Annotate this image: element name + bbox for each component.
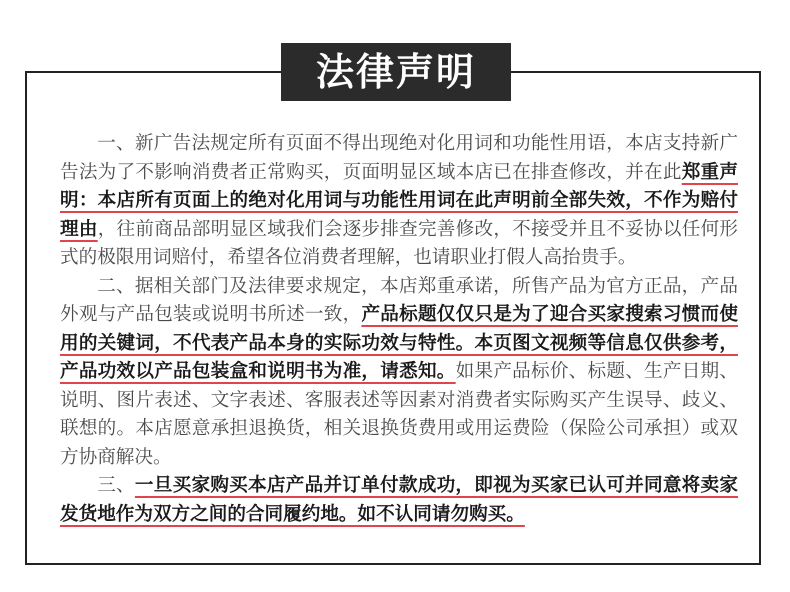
paragraph-3-highlight: 一旦买家购买本店产品并订单付款成功，即视为买家已认可并同意将卖家发货地作为双方之间的合同履约地。如不认同请勿购买。 xyxy=(60,475,738,525)
paragraph-1-tail: ，往前商品部明显区域我们会逐步排查完善修改，不接受并且不妥协以任何形式的极限用词赔付，希望各位消费者理解，也请职业打假人高抬贵手。 xyxy=(60,218,738,268)
notice-body xyxy=(60,130,738,529)
paragraph-1-text: 一、新广告法规定所有页面不得出现绝对化用词和功能性用语，本店支持新广告法为了不影响消费者正常购买，页面明显区域本店已在排查修改，并在此 xyxy=(60,133,738,183)
paragraph-1-highlight: 郑重声明：本店所有页面上的绝对化用词与功能性用词在此声明前全部失效，不作为赔付理由 xyxy=(60,161,738,240)
paragraph-1 xyxy=(60,130,738,273)
paragraph-2-text: 二、据相关部门及法律要求规定，本店郑重承诺，所售产品为官方正品，产品外观与产品包装或说明书所述一致， xyxy=(60,275,738,325)
paragraph-2-tail: 如果产品标价、标题、生产日期、说明、图片表述、文字表述、客服表述等因素对消费者实际购买产生误导、歧义、联想的。本店愿意承担退换货，相关退换货费用或用运费险（保险公司承担）或双方协商解决。 xyxy=(60,361,738,468)
paragraph-3-text: 三、 xyxy=(97,475,135,496)
paragraph-3 xyxy=(60,472,738,529)
paragraph-2 xyxy=(60,273,738,473)
page-title: 法律声明 xyxy=(281,43,511,101)
paragraph-2-highlight: 产品标题仅仅只是为了迎合买家搜索习惯而使用的关键词，不代表产品本身的实际功效与特性。本页图文视频等信息仅供参考，产品功效以产品包装盒和说明书为准，请悉知。 xyxy=(60,304,738,382)
